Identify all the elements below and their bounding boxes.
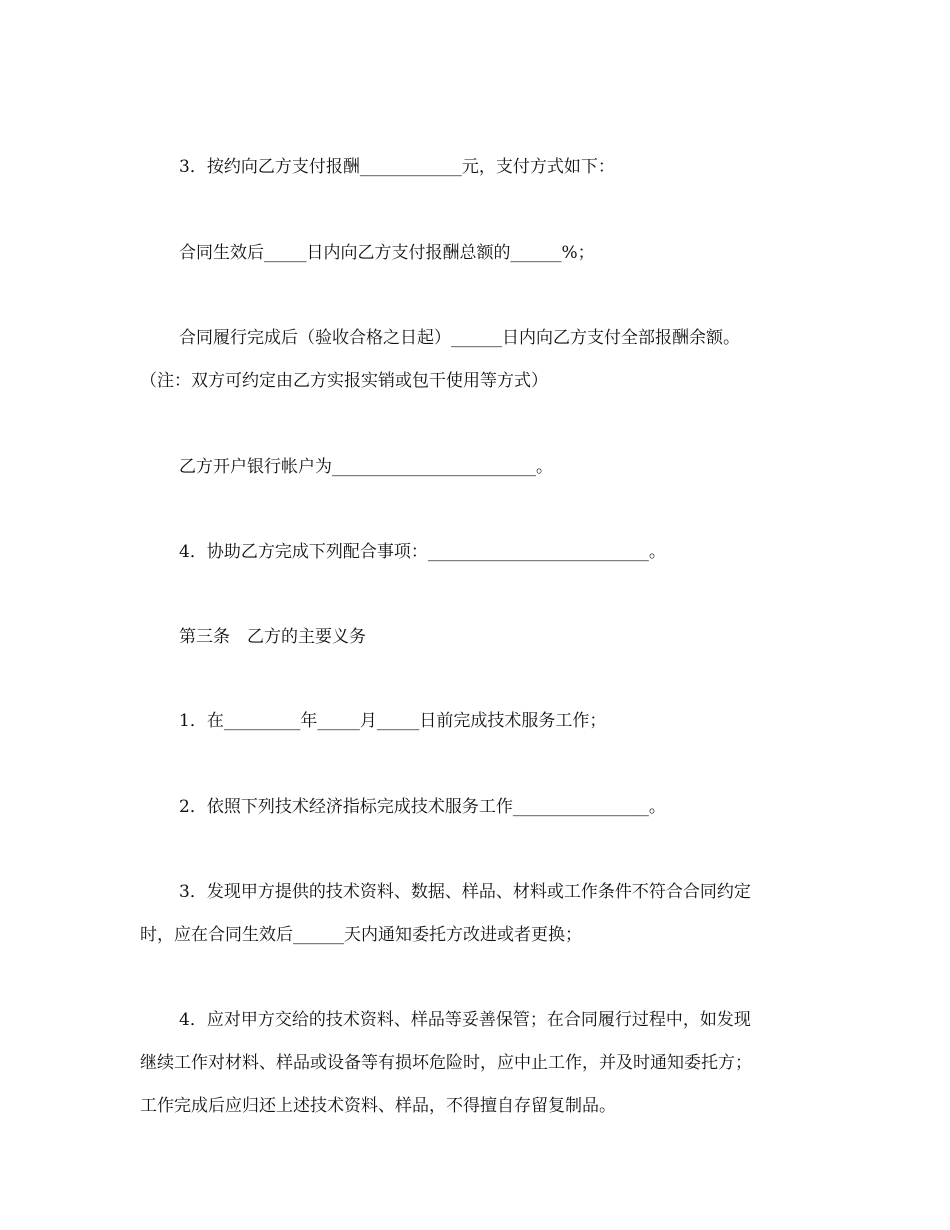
cooperation-clause-4: 4．协助乙方完成下列配合事项：__________________________。: [179, 542, 666, 562]
obligation-4-line-1: 4．应对甲方交给的技术资料、样品等妥善保管；在合同履行过程中，如发现: [179, 1010, 751, 1030]
payment-installment-2: 合同履行完成后（验收合格之日起）______日内向乙方支付全部报酬余额。: [179, 328, 740, 348]
obligation-2: 2．依照下列技术经济指标完成技术服务工作________________。: [179, 797, 666, 817]
payment-installment-1: 合同生效后_____日内向乙方支付报酬总额的______%；: [179, 243, 595, 263]
payment-clause-3: 3．按约向乙方支付报酬____________元，支付方式如下：: [179, 157, 615, 177]
obligation-4-line-3: 工作完成后应归还上述技术资料、样品，不得擅自存留复制品。: [140, 1096, 616, 1116]
obligation-3-line-2: 时，应在合同生效后______天内通知委托方改进或者更换；: [140, 925, 582, 945]
obligation-1: 1．在_________年_____月_____日前完成技术服务工作；: [179, 711, 607, 731]
article-3-heading: 第三条 乙方的主要义务: [179, 627, 366, 647]
obligation-3-line-1: 3．发现甲方提供的技术资料、数据、样品、材料或工作条件不符合合同约定: [179, 882, 751, 902]
obligation-4-line-2: 继续工作对材料、样品或设备等有损坏危险时，应中止工作，并及时通知委托方；: [140, 1053, 752, 1073]
bank-account-line: 乙方开户银行帐户为________________________。: [179, 457, 553, 477]
payment-note: （注：双方可约定由乙方实报实销或包干使用等方式）: [140, 371, 548, 391]
